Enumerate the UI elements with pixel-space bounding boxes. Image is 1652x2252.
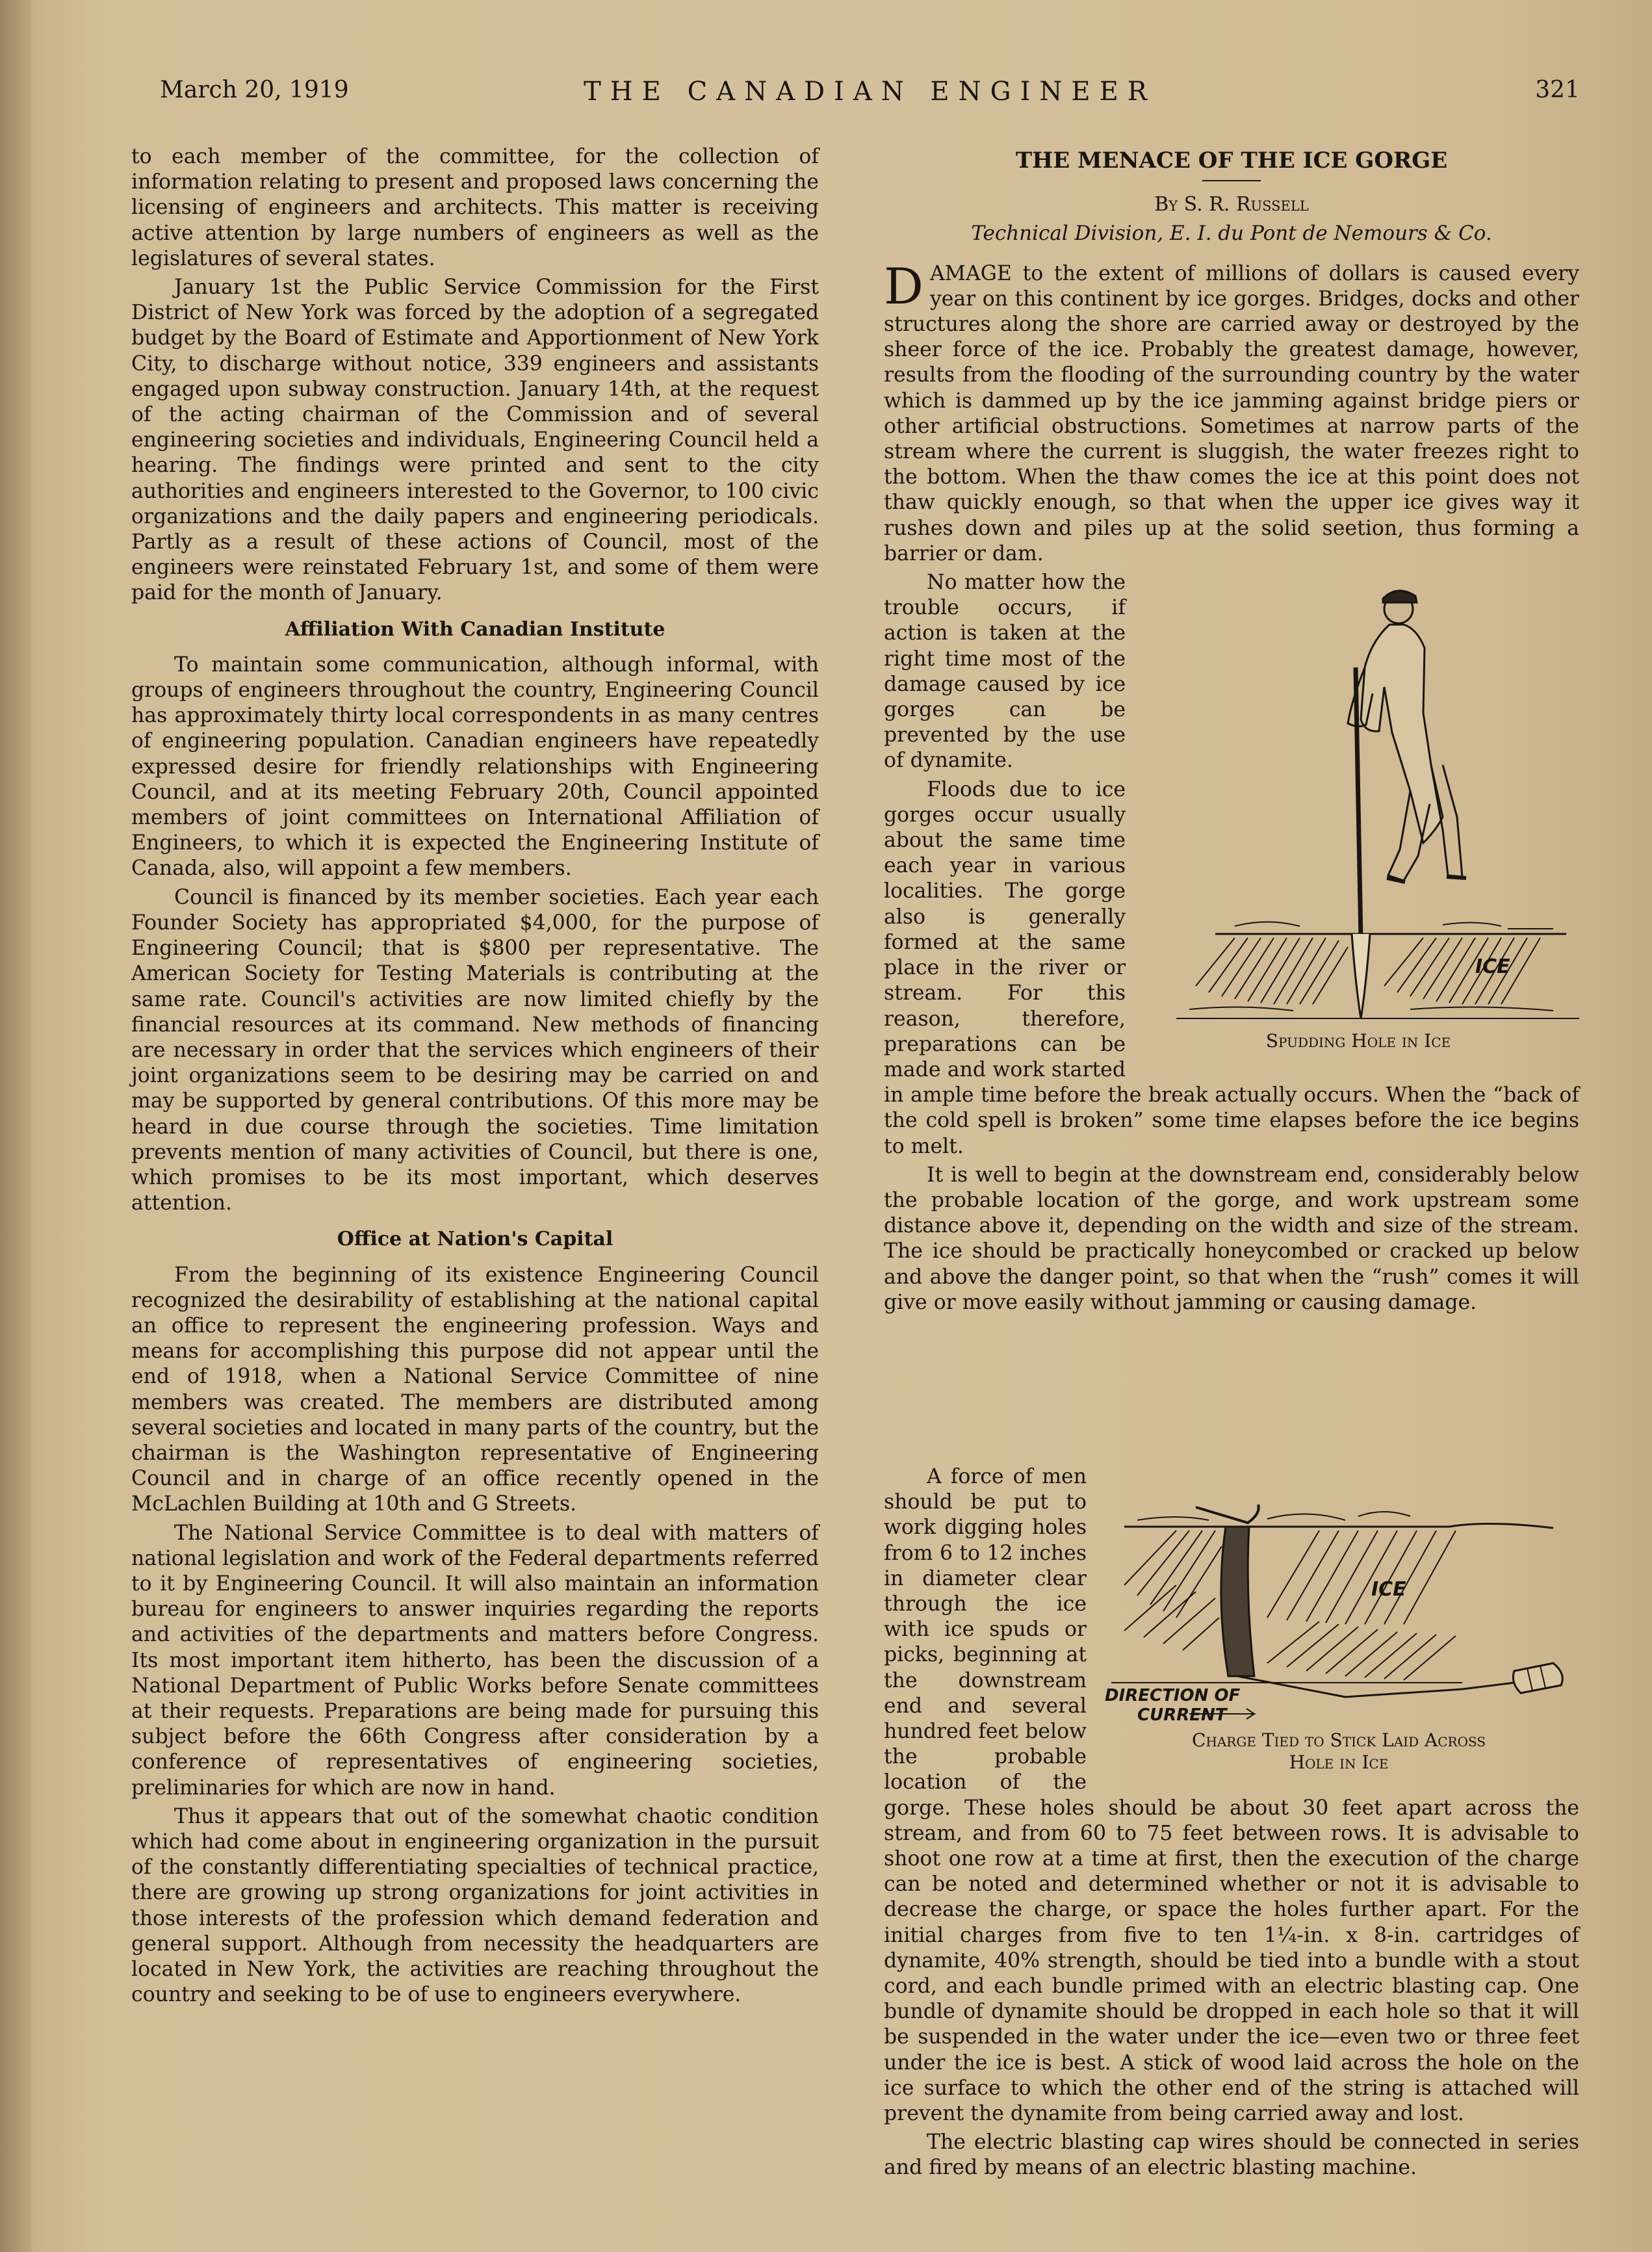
spudding-illustration (1137, 570, 1579, 1025)
page-gutter-shadow (0, 0, 31, 2252)
author-affiliation: Technical Division, E. I. du Pont de Nemours & Co. (971, 222, 1492, 246)
left-column (131, 144, 819, 2011)
direction-label-line2: CURRENT (1137, 1705, 1227, 1725)
page-number: 321 (1535, 77, 1580, 103)
paragraph: To maintain some communication, although informal, with groups of engineers throughout the country, Engineering Council has approximately thirty local correspondents in as many centres of engineering population. Canadian engineers have repeatedly expressed desire for friendly relationships with Engineering Council, and at its meeting February 20th, Council appointed members of joint committees on International Affiliation of Engineers, to which it is expected the Engineering Institute of Canada, also, will appoint a few members. (131, 653, 819, 881)
article-byline: By S. R. Russell (1154, 193, 1309, 216)
section-heading-affiliation: Affiliation With Canadian Institute (285, 617, 665, 641)
paragraph: January 1st the Public Service Commission for the First District of New York was forced by the adoption of a segregated budget by the Board of Estimate and Apportionment of New York City, to discharge without notice, 339 engineers and assistants engaged upon subway construction. January 14th, at the request of the acting chairman of the Commission and of several engineering societies and individuals, Engineering Council held a hearing. The findings were printed and sent to the city authorities and engineers interested to the Governor, to 100 civic organizations and the daily papers and engineering periodicals. Partly as a result of these actions of Council, most of the engineers were reinstated February 1st, and some of them were paid for the month of January. (131, 276, 819, 605)
caption-line-1: Charge Tied to Stick Laid Across (1191, 1729, 1486, 1751)
paragraph: From the beginning of its existence Engineering Council recognized the desirability of establishing at the national capital an office to represent the engineering profession. Ways and means for accomplishing this purpose did not appear until the end of 1918, when a National Service Committee of nine members was created. The members are distributed among several societies and located in many parts of the country, but the chairman is the Washington representative of Engineering Council and in charge of an office recently opened in the McLachlen Building at 10th and G Streets. (131, 1263, 819, 1516)
paragraph: A force of men should be put to work digging holes from 6 to 12 inches in diameter clear through the ice with ice spuds or picks, beginning at the downstream end and several hundred feet below the probable location of the gorge. These holes should be about 30 feet apart across the stream, and from 60 to 75 feet between rows. It is advisable to shoot one row at a time at first, then the execution of the charge can be noted and determined whether or not it is advisable to decrease the charge, or space the holes further apart. For the initial charges from five to ten 1¼-in. x 8-in. cartridges of dynamite, 40% strength, should be tied into a bundle with a stout cord, and each bundle primed with an electric blasting cap. One bundle of dynamite should be dropped in each hole so that it will be suspended in the water under the ice—even two or three feet under the ice is best. A stick of wood laid across the hole on the ice surface to which the other end of the string is attached will prevent the dynamite from being carried away and lost. (884, 1464, 1579, 2126)
paragraph: It is well to begin at the downstream end, considerably below the probable location of the gorge, and work upstream some distance above it, depending on the width and size of the stream. The ice should be practically honeycombed or cracked up below and above the danger point, so that when the “rush” comes it will give or move easily without jamming or causing damage. (884, 1163, 1579, 1314)
paragraph: Thus it appears that out of the somewhat chaotic condition which had come about in engineering organization in the pursuit of the constantly differentiating specialties of technical practice, there are growing up strong organizations for joint activities in those interests of the profession which demand federation and general support. Although from necessity the headquarters are located in New York, the activities are reaching throughout the country and seeking to be of use to engineers everywhere. (131, 1804, 819, 2007)
paragraph: The National Service Committee is to deal with matters of national legislation and work of the Federal departments referred to it by Engineering Council. It will also maintain an information bureau for engineers to answer inquiries regarding the reports and activities of the departments and matters before Congress. Its most important item hitherto, has been the discussion of a National Department of Public Works before Senate committees at their requests. Preparations are being made for pursuing this subject before the 66th Congress after consideration by a conference of representatives of engineering societies, preliminaries for which are now in hand. (131, 1521, 819, 1800)
title-rule (1202, 180, 1261, 181)
figure-charge-tied (1098, 1468, 1579, 1774)
paragraph: Council is financed by its member societies. Each year each Founder Society has appropriated $4,000, for the purpose of Engineering Council; that is $800 per representative. The American Society for Testing Materials is contributing at the same rate. Council's activities are now limited chiefly by the financial resources at its command. New methods of financing are necessary in order that the services which engineers of their joint organizations seem to be desiring may be carried on and may be supported by general contributions. Of this more may be heard in due course through the societies. Time limitation prevents mention of many activities of Council, but there is one, which promises to be its most important, which deserves attention. (131, 885, 819, 1215)
figure-spudding-hole (1137, 570, 1579, 1056)
spacer (884, 1319, 1579, 1464)
section-heading-office: Office at Nation's Capital (337, 1228, 613, 1251)
paragraph: Floods due to ice gorges occur usually about the same time each year in various localities. The gorge also is generally formed at the same place in the river or stream. For this reason, therefore, preparations can be made and work started in ample time before the break actually occurs. When the “back of the cold spell is broken” some time elapses before the ice begins to melt. (884, 777, 1579, 1158)
paragraph: No matter how the trouble occurs, if action is taken at the right time most of the damage caused by ice gorges can be prevented by the use of dynamite. (884, 571, 1126, 773)
paragraph-lead (884, 257, 1579, 567)
journal-title: THE CANADIAN ENGINEER (584, 77, 1156, 107)
figure-caption: Spudding Hole in Ice (1265, 1030, 1451, 1052)
figure-ice-label: ICE (1475, 955, 1510, 979)
paragraph: The electric blasting cap wires should be connected in series and fired by means of an electric blasting machine. (884, 2130, 1579, 2180)
drop-cap: D (884, 257, 923, 315)
charge-illustration (1098, 1468, 1579, 1728)
figure-ice-label: ICE (1371, 1577, 1406, 1601)
paragraph: to each member of the committee, for the collection of information relating to present and proposed laws concerning the licensing of engineers and architects. This matter is receiving active attention by large numbers of engineers as well as the legislatures of several states. (131, 145, 819, 270)
header-date: March 20, 1919 (160, 77, 349, 103)
running-header (160, 77, 1580, 110)
article-title: THE MENACE OF THE ICE GORGE (1015, 148, 1448, 174)
lead-text: AMAGE to the extent of millions of dollars is caused every year on this continent by ice gorges. Bridges, docks and other structures along the shore are carried away or destroyed by the sheer force of the ice. Probably the greatest damage, however, results from the flooding of the surrounding country by the water which is dammed up by the ice jamming against bridge piers or other artificial obstructions. Sometimes at narrow parts of the stream where the current is sluggish, the water freezes right to the bottom. When the thaw comes the ice at this point does not thaw quickly enough, so that when the upper ice gives way it rushes down and piles up at the solid seetion, thus forming a barrier or dam. (884, 261, 1579, 565)
caption-line-2: Hole in Ice (1289, 1751, 1389, 1773)
direction-label-line1: DIRECTION OF (1105, 1685, 1241, 1705)
right-column (884, 144, 1579, 2184)
figure-caption (1098, 1729, 1579, 1774)
